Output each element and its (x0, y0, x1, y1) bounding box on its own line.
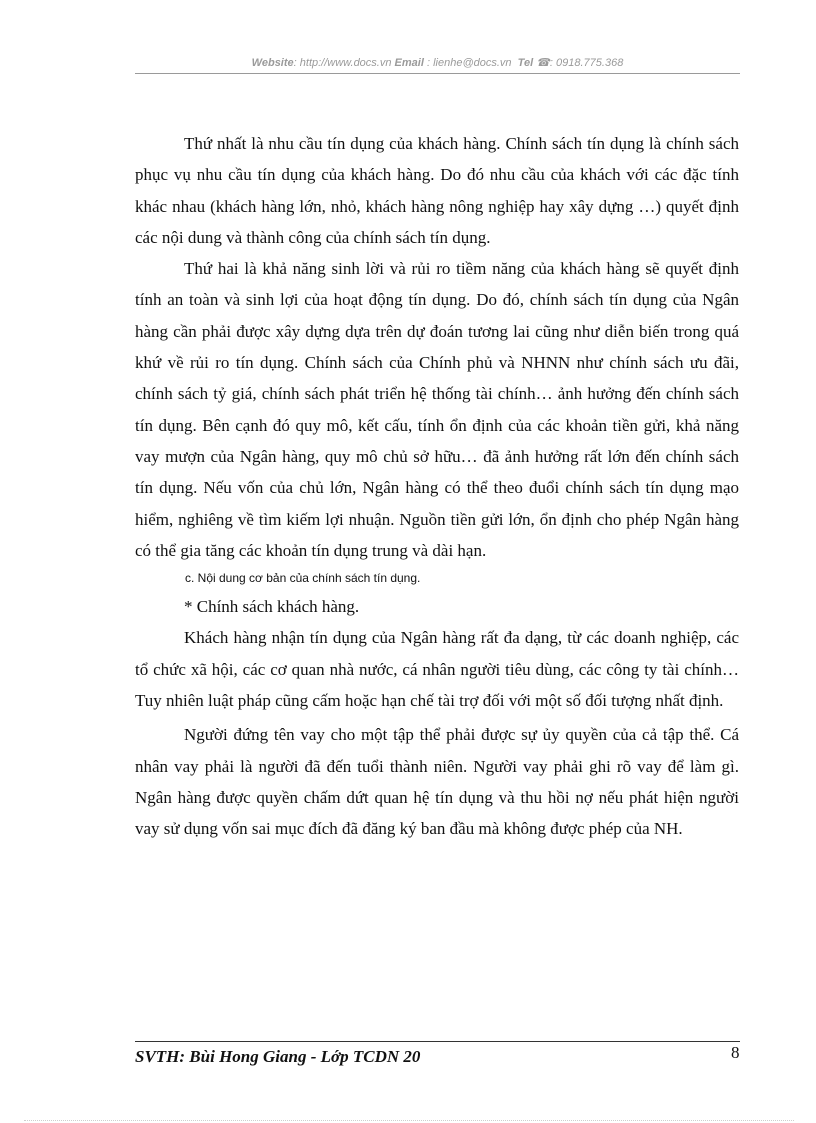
email-value: : lienhe@docs.vn (426, 57, 512, 69)
tel-label: Tel (517, 57, 534, 69)
page-header (135, 56, 740, 69)
paragraph-4: Người đứng tên vay cho một tập thể phải được sự ủy quyền của cả tập thể. Cá nhân vay phải là người đã đến tuổi thành niên. Người vay phải ghi rõ vay để làm gì. Ngân hàng được quyền chấm dứt quan hệ tín dụng và thu hồi nợ nếu phát hiện người vay sử dụng vốn sai mục đích đã đăng ký ban đầu mà không được phép của NH. (135, 725, 739, 839)
page-bottom-border (24, 1120, 794, 1121)
page-number: 8 (731, 1043, 740, 1062)
footer-author: SVTH: Bùi Hong Giang - Lớp TCDN 20 (135, 1047, 421, 1066)
paragraph-2: Thứ hai là khả năng sinh lời và rủi ro tiềm năng của khách hàng sẽ quyết định tính an toàn và sinh lợi của hoạt động tín dụng. Do đó, chính sách tín dụng của Ngân hàng cần phải được xây dựng dựa trên dự đoán tương lai cũng như diễn biến trong quá khứ về rủi ro tín dụng. Chính sách của Chính phủ và NHNN như chính sách ưu đãi, chính sách tỷ giá, chính sách phát triển hệ thống tài chính… ảnh hưởng đến chính sách tín dụng. Bên cạnh đó quy mô, kết cấu, tính ổn định của các khoản tiền gửi, khả năng vay mượn của Ngân hàng, quy mô chủ sở hữu… đã ảnh hưởng rất lớn đến chính sách tín dụng. Nếu vốn của chủ lớn, Ngân hàng có thể theo đuổi chính sách tín dụng mạo hiểm, nghiêng về tìm kiếm lợi nhuận. Nguồn tiền gửi lớn, ổn định cho phép Ngân hàng có thể gia tăng các khoản tín dụng trung và dài hạn. (135, 259, 739, 560)
phone-icon: ☎ (536, 57, 550, 69)
header-divider (135, 73, 740, 74)
website-label: Website (251, 57, 294, 69)
subsection-heading: * Chính sách khách hàng. (184, 597, 360, 617)
paragraph-1: Thứ nhất là nhu cầu tín dụng của khách hàng. Chính sách tín dụng là chính sách phục vụ nhu cầu tín dụng của khách hàng. Do đó nhu cầu của khách với các đặc tính khác nhau (khách hàng lớn, nhỏ, khách hàng nông nghiệp hay xây dựng …) quyết định các nội dung và thành công của chính sách tín dụng. (135, 134, 739, 247)
paragraph-3: Khách hàng nhận tín dụng của Ngân hàng rất đa dạng, từ các doanh nghiệp, các tổ chức xã hội, các cơ quan nhà nước, cá nhân người tiêu dùng, các công ty tài chính… Tuy nhiên luật pháp cũng cấm hoặc hạn chế tài trợ đối với một số đối tượng nhất định. (135, 628, 739, 711)
section-heading: c. Nội dung cơ bản của chính sách tín dụng. (185, 571, 421, 586)
email-label: Email (394, 57, 424, 69)
tel-value: : 0918.775.368 (549, 57, 624, 69)
website-value: : http://www.docs.vn (293, 57, 392, 69)
document-body (135, 128, 739, 845)
footer-divider (135, 1041, 740, 1042)
